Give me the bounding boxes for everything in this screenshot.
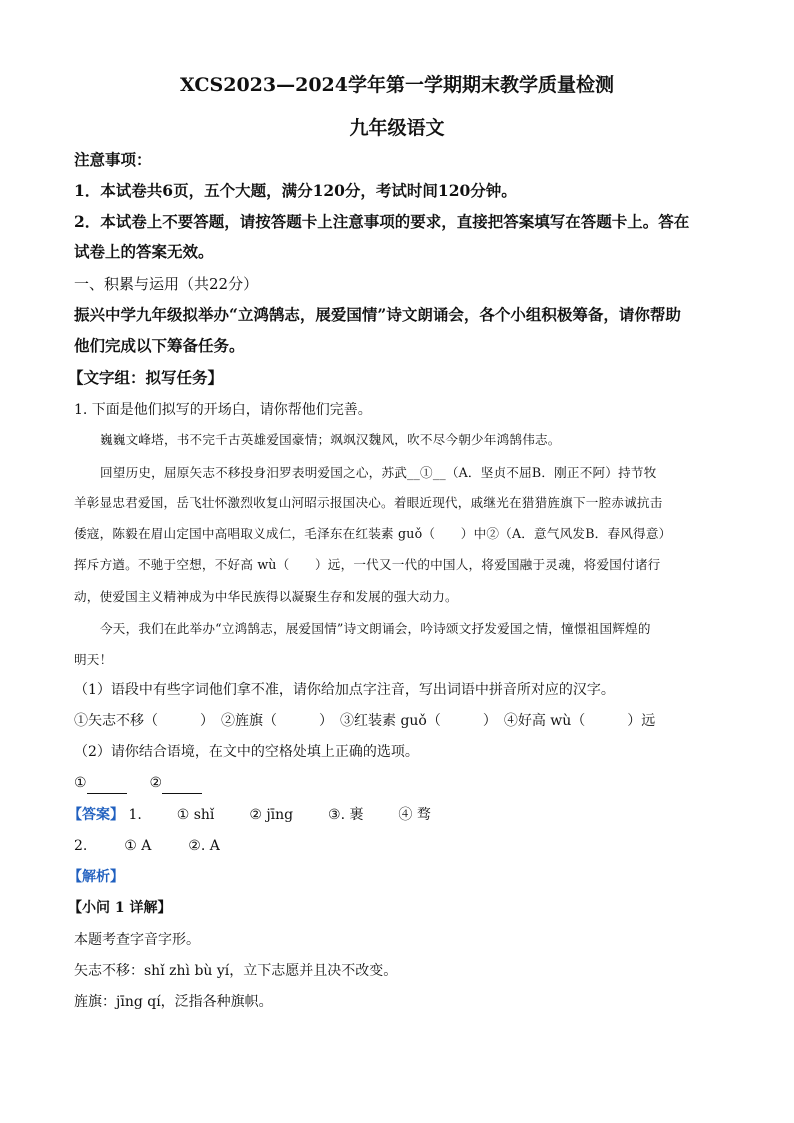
answer-num: 1. [128,807,142,823]
notice-item-1: 1．本试卷共6页，五个大题，满分120分，考试时间120分钟。 [74,181,517,200]
blank-label-1: ① [74,775,87,791]
passage-line: 动，使爱国主义精神成为中华民族得以凝聚生存和发展的强大动力。 [74,589,458,604]
answer-label: 【答案】 [68,807,124,823]
passage-line: 今天，我们在此举办“立鸿鹄志，展爱国情”诗文朗诵会，吟诗颂文抒发爱国之情，憧憬祖国辉煌的 [100,621,651,636]
section-intro-line2: 他们完成以下筹备任务。 [74,336,245,355]
sub-question-1-items: ①矢志不移（ ） ②旌旗（ ） ③红装素 guǒ（ ） ④好高 wù（ ）远 [74,713,656,729]
exam-subtitle: 九年级语文 [349,117,445,139]
answer-item: ① A [124,838,152,854]
passage-line: 挥斥方遒。不驰于空想，不好高 wù（ ）远，一代又一代的中国人，将爱国融于灵魂，将爱国付诸行 [74,557,661,572]
answer-item: ②. A [188,838,220,854]
sub-question-2: （2）请你结合语境，在文中的空格处填上正确的选项。 [74,744,419,760]
analysis-line-1: 本题考查字音字形。 [74,932,200,948]
answer-item: ① shǐ [176,807,215,823]
question-1-stem: 1. 下面是他们拟写的开场白，请你帮他们完善。 [74,402,372,418]
answer-item: ④ 骛 [398,807,431,823]
blank-label-2: ② [149,775,163,791]
notice-heading: 注意事项： [74,150,152,169]
sub-question-1: （1）语段中有些字词他们拿不准，请你给加点字注音，写出词语中拼音所对应的汉字。 [74,682,615,698]
notice-item-2-line2: 试卷上的答案无效。 [74,242,214,261]
section-heading: 一、积累与运用（共22分） [74,275,259,293]
answer-line-1 [68,805,431,825]
answer-item: ③. 裹 [328,807,364,823]
exam-title: XCS2023—2024学年第一学期期末教学质量检测 [179,74,614,96]
passage-line: 羊彰显忠君爱国，岳飞壮怀激烈收复山河昭示报国决心。着眼近现代，戚继光在猎猎旌旗下一腔赤诚抗击 [74,495,663,510]
analysis-line-2: 矢志不移：shǐ zhì bù yí，立下志愿并且决不改变。 [74,963,398,979]
group-label: 【文字组：拟写任务】 [68,368,224,387]
passage-line: 回望历史，屈原矢志不移投身汨罗表明爱国之心，苏武__①__（A．坚贞不屈B．刚正不阿）持节牧 [100,465,657,480]
analysis-detail-label: 【小问 1 详解】 [68,900,172,916]
answer-line-2 [74,836,220,856]
answer-item: ② jīng [249,807,294,823]
sub-question-2-blanks [74,773,202,794]
passage-line: 巍巍文峰塔，书不完千古英雄爱国豪情；飒飒汉魏风，吹不尽今朝少年鸿鹄伟志。 [100,432,561,447]
passage-line: 倭寇，陈毅在眉山定国中高唱取义成仁，毛泽东在红装素 guǒ（ ）中②（A．意气风发B．春风得意） [74,526,672,541]
passage-line: 明天！ [74,652,113,667]
analysis-line-3: 旌旗：jīng qí，泛指各种旗帜。 [74,994,273,1010]
answer-num: 2. [74,838,88,854]
analysis-label: 【解析】 [68,869,124,885]
notice-item-2-line1: 2．本试卷上不要答题，请按答题卡上注意事项的要求，直接把答案填写在答题卡上。答在 [74,212,690,231]
section-intro-line1: 振兴中学九年级拟举办“立鸿鹄志，展爱国情”诗文朗诵会，各个小组积极筹备，请你帮助 [74,305,681,324]
